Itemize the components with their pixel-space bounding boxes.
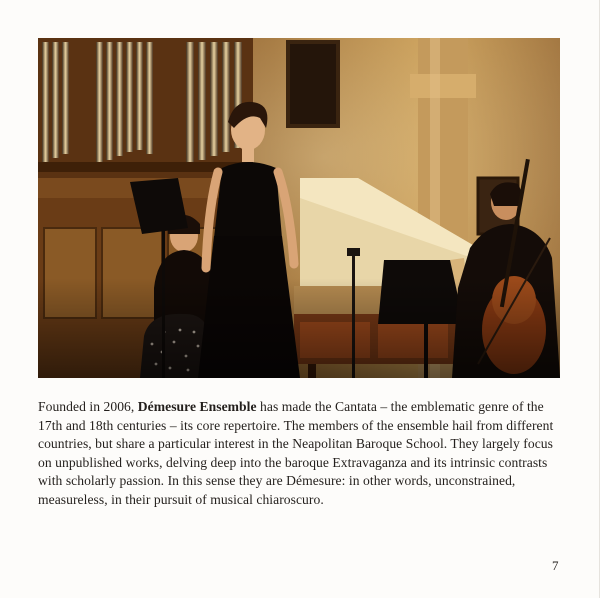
description-text: has made the Cantata – the emblematic genre of the 17th and 18th centuries – its core repertoire. The members of the ensemble hail from different countries, but share a particular interest in the Neapolitan Baroque School. They largely focus on unpublished works, delving deep into the baroque Extravaganza and its intrinsic contrasts with scholarly passion. In this sense they are Démesure: in other words, unconstrained, measureless, in their pursuit of musical chiaroscuro. — [38, 399, 554, 507]
ensemble-name: Démesure Ensemble — [137, 399, 257, 414]
concert-photo-illustration — [38, 38, 560, 378]
concert-photo — [38, 38, 560, 378]
intro-text: Founded in 2006, — [38, 399, 138, 414]
page-number: 7 — [552, 558, 559, 573]
ensemble-description — [38, 398, 566, 510]
